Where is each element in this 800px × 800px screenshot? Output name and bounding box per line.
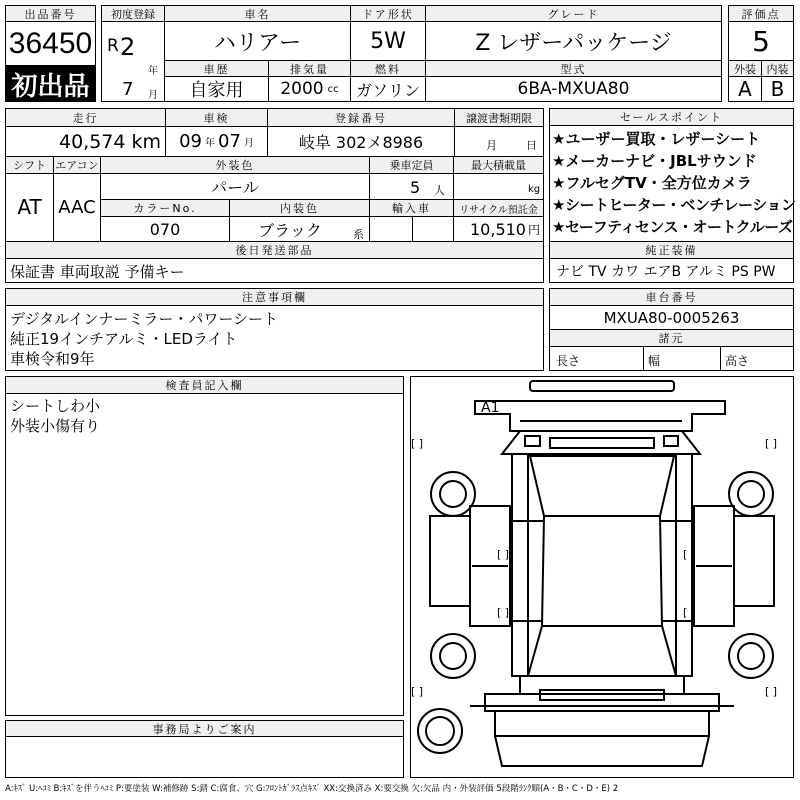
first-reg-label: 初度登録 bbox=[101, 5, 165, 22]
grade-value: Z レザーパッケージ bbox=[425, 21, 722, 61]
inspection-year-unit: 年 bbox=[205, 138, 215, 149]
first-reg-year-unit: 年 bbox=[148, 66, 158, 77]
int-score-value: B bbox=[761, 76, 794, 102]
transfer-label: 譲渡書類期限 bbox=[455, 109, 543, 126]
later-items-label: 後日発送部品 bbox=[6, 242, 543, 258]
bracket-left: [ ] bbox=[411, 437, 424, 450]
later-items-value: 保証書 車両取説 予備キー bbox=[10, 263, 185, 281]
lot-label: 出品番号 bbox=[5, 5, 96, 22]
recycle-value: 10,510 bbox=[470, 219, 526, 239]
bracket-top-mid: [ ] bbox=[497, 548, 510, 561]
grade-label: グレード bbox=[425, 5, 722, 22]
door-value: 5W bbox=[350, 21, 426, 61]
aircon-value: AAC bbox=[58, 196, 96, 218]
sales-point-item: ★セーフティセンス・オートクルーズ bbox=[552, 218, 793, 236]
capacity-label: 乗車定員 bbox=[370, 157, 453, 173]
transfer-month-unit: 月 bbox=[486, 139, 497, 152]
first-reg-era: R bbox=[107, 36, 119, 56]
car-name-label: 車名 bbox=[164, 5, 351, 22]
first-reg-month-unit: 月 bbox=[148, 90, 158, 101]
displacement-unit: cc bbox=[327, 83, 339, 95]
office-label: 事務局よりご案内 bbox=[6, 721, 403, 736]
sales-point-item: ★フルセグTV・全方位カメラ bbox=[552, 174, 752, 192]
dims-width: 幅 bbox=[648, 354, 661, 368]
displacement-value: 2000 bbox=[280, 79, 324, 99]
inspection-month-unit: 月 bbox=[243, 138, 254, 149]
score-label: 評価点 bbox=[728, 5, 794, 22]
exterior-color-label: 外装色 bbox=[101, 157, 369, 173]
mileage-unit: km bbox=[131, 130, 161, 153]
legend-text: A:ｷｽﾞ U:ﾍｺﾐ B:ｷｽﾞを伴うﾍｺﾐ P:要塗装 W:補修跡 S:錆 C:腐食、穴 G:ﾌﾛﾝﾄｶﾞﾗｽ点ｷｽﾞ XX:交換済み X:要交換 欠:欠品 内・外装評価 5段階ﾗﾝｸ順(A・B・C・D・E) 2 bbox=[5, 784, 619, 794]
exterior-color-value: パール bbox=[211, 178, 259, 197]
bracket-right-mid: [ ] bbox=[765, 685, 778, 698]
dims-height: 高さ bbox=[725, 354, 750, 368]
mileage-cell bbox=[6, 127, 165, 156]
first-listing-badge: 初出品 bbox=[5, 66, 96, 102]
history-value: 自家用 bbox=[164, 76, 269, 102]
bracket-low-mid-r: [ ] bbox=[683, 606, 696, 619]
dims-length: 長さ bbox=[556, 354, 581, 368]
note-line: デジタルインナーミラー・パワーシート bbox=[10, 310, 279, 328]
inspector-label: 検査員記入欄 bbox=[6, 377, 403, 393]
door-label: ドア形状 bbox=[350, 5, 426, 22]
registration-label: 登録番号 bbox=[268, 109, 454, 126]
bracket-left-mid: [ ] bbox=[411, 685, 424, 698]
mileage-label: 走行 bbox=[6, 109, 165, 126]
fuel-value: ガソリン bbox=[350, 76, 426, 102]
max-load-unit: kg bbox=[528, 184, 541, 195]
interior-color-value: ブラック bbox=[258, 220, 322, 240]
sales-points-label: セールスポイント bbox=[550, 109, 793, 125]
note-line: 純正19インチアルミ・LEDライト bbox=[10, 330, 238, 348]
first-reg-year: 2 bbox=[120, 33, 136, 61]
model-code-value: 6BA-MXUA80 bbox=[425, 76, 722, 102]
capacity-value: 5 bbox=[410, 178, 421, 197]
displacement-label: 排気量 bbox=[268, 60, 351, 77]
damage-mark-a1: A1 bbox=[481, 400, 500, 416]
inspector-line: シートしわ小 bbox=[10, 397, 101, 415]
inspector-line: 外装小傷有り bbox=[10, 417, 101, 435]
notes-label: 注意事項欄 bbox=[6, 289, 543, 305]
car-outline-diagram bbox=[410, 376, 794, 778]
interior-color-unit: 系 bbox=[353, 228, 364, 241]
recycle-cell bbox=[454, 217, 543, 241]
sales-point-item: ★ユーザー買取・レザーシート bbox=[552, 130, 761, 148]
transfer-day-unit: 日 bbox=[526, 139, 537, 152]
inspection-label: 車検 bbox=[166, 109, 267, 126]
model-code-label: 型式 bbox=[425, 60, 722, 77]
ext-score-value: A bbox=[728, 76, 762, 102]
inspector-notes bbox=[10, 395, 100, 435]
dims-label: 諸元 bbox=[550, 330, 793, 346]
chassis-value: MXUA80-0005263 bbox=[603, 308, 740, 327]
capacity-cell bbox=[370, 174, 453, 199]
int-score-label: 内装 bbox=[761, 60, 794, 77]
bracket-top-mid-r: [ ] bbox=[683, 548, 696, 561]
inspection-year: 09 bbox=[179, 131, 202, 152]
color-no-value: 070 bbox=[149, 219, 181, 239]
history-label: 車歴 bbox=[164, 60, 269, 77]
note-line: 車検令和9年 bbox=[10, 350, 95, 368]
inspection-month: 07 bbox=[218, 131, 241, 152]
fuel-label: 燃料 bbox=[350, 60, 426, 77]
registration-value: 岐阜 302メ8986 bbox=[298, 133, 424, 152]
interior-color-label: 内装色 bbox=[230, 200, 369, 216]
aircon-label: エアコン bbox=[55, 159, 99, 172]
first-reg-month: 7 bbox=[122, 79, 134, 100]
score-value: 5 bbox=[728, 21, 794, 61]
bracket-right: [ ] bbox=[765, 437, 778, 450]
max-load-label: 最大積載量 bbox=[454, 157, 543, 173]
capacity-unit: 人 bbox=[434, 184, 445, 197]
first-reg-cell bbox=[101, 21, 165, 102]
mileage-value: 40,574 bbox=[59, 130, 126, 153]
ext-score-label: 外装 bbox=[728, 60, 762, 77]
chassis-label: 車台番号 bbox=[550, 289, 793, 305]
bracket-low-mid: [ ] bbox=[497, 606, 510, 619]
recycle-unit: 円 bbox=[527, 222, 540, 237]
shift-label: シフト bbox=[6, 157, 53, 173]
equipment-label: 純正装備 bbox=[550, 242, 793, 258]
car-name-value: ハリアー bbox=[164, 21, 351, 61]
color-no-label: カラーNo. bbox=[101, 200, 229, 216]
equipment-value: ナビ TV カワ エアB アルミ PS PW bbox=[556, 264, 776, 280]
lot-number: 36450 bbox=[5, 21, 96, 66]
inspection-cell bbox=[166, 127, 267, 156]
sales-point-item: ★シートヒーター・ベンチレーション bbox=[552, 196, 796, 214]
recycle-label: リサイクル預託金 bbox=[454, 200, 543, 216]
shift-value: AT bbox=[17, 195, 42, 219]
sales-point-item: ★メーカーナビ・JBLサウンド bbox=[552, 152, 757, 170]
displacement-cell bbox=[268, 76, 351, 102]
notes-list bbox=[10, 308, 278, 368]
import-label: 輸入車 bbox=[370, 200, 453, 216]
sales-points-list bbox=[552, 128, 796, 238]
